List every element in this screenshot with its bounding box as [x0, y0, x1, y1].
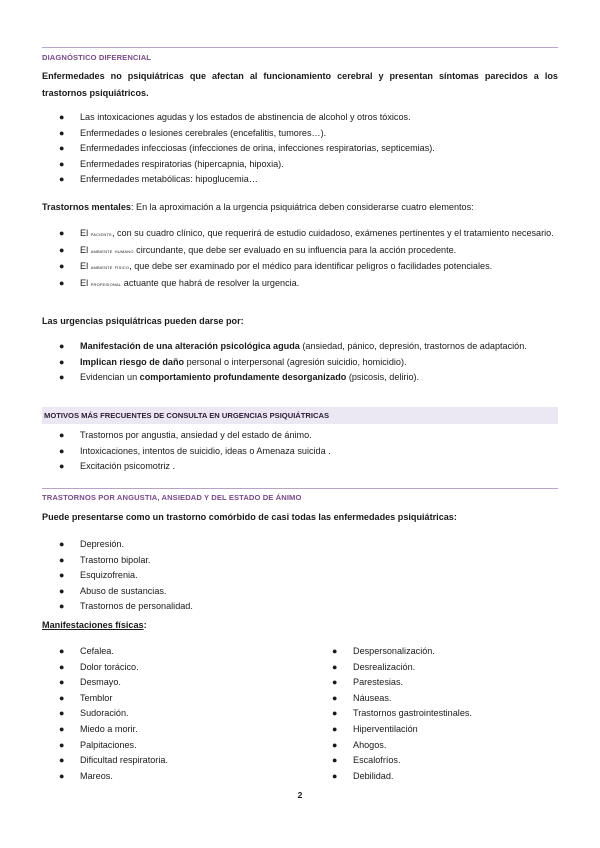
bullet-icon: ● — [59, 570, 65, 581]
list-item — [42, 428, 558, 444]
list-item — [315, 691, 558, 707]
list-item-term: ambiente físico — [90, 264, 130, 272]
list-item — [42, 753, 292, 769]
bullet-icon: ● — [59, 127, 65, 138]
list-item-pre: El — [80, 244, 91, 255]
list-item — [42, 568, 558, 584]
list-item-strong: comportamiento profundamente desorganizado — [139, 372, 347, 383]
list-item — [315, 769, 558, 785]
list-urgencias — [42, 339, 558, 386]
list-item-text: Excitación psicomotriz . — [80, 461, 176, 472]
list-item — [42, 141, 558, 157]
list-item-text: Depresión. — [80, 539, 124, 549]
list-item-text: Parestesias. — [353, 677, 404, 688]
list-item-post: , que debe ser examinado por el médico para identificar peligros o facilidades potenciales. — [129, 261, 493, 272]
bullet-icon: ● — [332, 708, 338, 719]
bullet-icon: ● — [59, 739, 65, 750]
bullet-icon: ● — [332, 677, 338, 688]
list-item-pre: El — [80, 277, 91, 288]
bullet-icon: ● — [59, 445, 65, 456]
list-item-text: Miedo a morir. — [80, 723, 138, 734]
list-item-text: Temblor — [80, 692, 113, 703]
bullet-icon: ● — [59, 261, 65, 272]
list-item-text: Escalofríos. — [353, 755, 401, 766]
bullet-icon: ● — [59, 755, 65, 766]
list-item — [42, 769, 292, 785]
list-item — [42, 584, 558, 600]
list-item-text: Esquizofrenia. — [80, 570, 138, 581]
bullet-icon: ● — [332, 739, 338, 750]
label-trastornos-mentales: Trastornos mentales — [42, 202, 131, 212]
list-item-text: Mareos. — [80, 770, 113, 781]
list-item-pre: El — [80, 228, 91, 238]
list-item-text: Trastornos por angustia, ansiedad y del estado de ánimo. — [80, 430, 312, 440]
bullet-icon: ● — [332, 755, 338, 766]
list-item-text: Debilidad. — [353, 770, 394, 781]
list-item-post: personal o interpersonal (agresión suicidio, homicidio). — [184, 356, 407, 367]
bullet-icon: ● — [59, 539, 65, 549]
section-title-motivos: MOTIVOS MÁS FRECUENTES DE CONSULTA EN URGENCIAS PSIQUIÁTRICAS — [44, 411, 330, 420]
bullet-icon: ● — [59, 174, 65, 185]
list-item-post: (ansiedad, pánico, depresión, trastornos de adaptación. — [299, 341, 527, 351]
list-item — [42, 444, 558, 460]
list-item — [42, 172, 558, 188]
list-item-post: (psicosis, delirio). — [346, 372, 420, 383]
list-item — [42, 355, 558, 371]
section-intro-trastornos: Puede presentarse como un trastorno comórbido de casi todas las enfermedades psiquiátricas: — [42, 512, 457, 522]
list-item-text: Dificultad respiratoria. — [80, 755, 168, 766]
bullet-icon: ● — [332, 723, 338, 734]
list-elementos — [42, 226, 558, 292]
label-manifestaciones-text: Manifestaciones físicas — [42, 620, 144, 630]
list-item-text: Náuseas. — [353, 692, 392, 703]
bullet-icon: ● — [59, 723, 65, 734]
list-item-term: paciente — [90, 231, 112, 238]
section-title-diagnostico: DIAGNÓSTICO DIFERENCIAL — [42, 53, 152, 62]
list-item — [315, 722, 558, 738]
list-item-text: Trastornos gastrointestinales. — [353, 708, 472, 719]
page-number: 2 — [297, 790, 303, 800]
list-diagnostico — [42, 110, 558, 188]
list-item-text: Despersonalización. — [353, 646, 435, 656]
list-item-text: Enfermedades infecciosas (infecciones de orina, infecciones respiratorias, septicemias). — [80, 143, 435, 154]
list-motivos — [42, 428, 558, 475]
bullet-icon: ● — [59, 158, 65, 169]
bullet-icon: ● — [332, 661, 338, 672]
list-item-text: Hiperventilación — [353, 723, 418, 734]
list-item-text: Ahogos. — [353, 739, 387, 750]
list-item — [42, 706, 292, 722]
list-item-text: Trastorno bipolar. — [80, 554, 151, 565]
list-item — [315, 644, 558, 660]
list-item — [42, 599, 558, 615]
list-item-text: Enfermedades respiratorias (hipercapnia, hipoxia). — [80, 158, 284, 169]
bullet-icon: ● — [59, 770, 65, 781]
section-divider-trastornos — [42, 488, 558, 489]
list-item-text: Intoxicaciones, intentos de suicidio, ideas o Amenaza suicida . — [80, 445, 331, 456]
bullet-icon: ● — [332, 646, 338, 656]
list-item — [315, 738, 558, 754]
list-item — [315, 706, 558, 722]
label-urgencias: Las urgencias psiquiátricas pueden darse por: — [42, 316, 244, 326]
list-manifestaciones-left — [42, 644, 292, 784]
list-item — [42, 459, 558, 475]
bullet-icon: ● — [59, 372, 65, 383]
bullet-icon: ● — [59, 554, 65, 565]
bullet-icon: ● — [59, 244, 65, 255]
list-item — [42, 691, 292, 707]
bullet-icon: ● — [59, 341, 65, 351]
list-item-strong: Implican riesgo de daño — [80, 356, 185, 367]
label-manifestaciones — [42, 617, 558, 633]
list-item-text: Trastornos de personalidad. — [80, 601, 193, 612]
list-item-term: profesional — [90, 280, 122, 288]
bullet-icon: ● — [332, 692, 338, 703]
bullet-icon: ● — [59, 143, 65, 154]
list-item — [315, 660, 558, 676]
bullet-icon: ● — [59, 112, 65, 122]
list-item-term: ambiente humano — [90, 247, 134, 255]
list-item-text: Desrealización. — [353, 661, 416, 672]
list-item — [42, 660, 292, 676]
list-item-text: Enfermedades metabólicas: hipoglucemia… — [80, 174, 258, 185]
bullet-icon: ● — [59, 692, 65, 703]
section-divider-top — [42, 47, 558, 48]
bullet-icon: ● — [59, 228, 65, 238]
bullet-icon: ● — [59, 601, 65, 612]
list-item-pre: El — [80, 261, 91, 272]
list-item — [42, 722, 292, 738]
list-item — [42, 339, 558, 355]
list-item-text: Abuso de sustancias. — [80, 585, 167, 596]
list-item-post: circundante, que debe ser evaluado en su influencia para la acción procedente. — [133, 244, 457, 255]
bullet-icon: ● — [59, 646, 65, 656]
bullet-icon: ● — [59, 661, 65, 672]
bullet-icon: ● — [59, 708, 65, 719]
list-item — [42, 738, 292, 754]
list-item — [315, 753, 558, 769]
list-item-post: actuante que habrá de resolver la urgencia. — [121, 277, 300, 288]
list-item — [42, 276, 558, 293]
list-item — [42, 370, 558, 386]
bullet-icon: ● — [59, 277, 65, 288]
list-item — [42, 644, 292, 660]
list-item-text: Las intoxicaciones agudas y los estados de abstinencia de alcohol y otros tóxicos. — [80, 112, 411, 122]
list-item-text: Enfermedades o lesiones cerebrales (encefalitis, tumores…). — [80, 127, 327, 138]
list-manifestaciones-right — [315, 644, 558, 784]
list-comorbidos — [42, 537, 558, 615]
list-item-text: Desmayo. — [80, 677, 121, 688]
label-manifestaciones-colon: : — [143, 620, 147, 630]
list-item — [42, 110, 558, 126]
list-item — [42, 259, 558, 276]
bullet-icon: ● — [59, 430, 65, 440]
list-item — [42, 675, 292, 691]
list-item — [42, 553, 558, 569]
list-item — [42, 243, 558, 260]
list-item-post: , con su cuadro clínico, que requerirá de estudio cuidadoso, exámenes pertinentes y el tratamiento necesario. — [111, 228, 554, 238]
section-intro-diagnostico: Enfermedades no psiquiátricas que afectan al funcionamiento cerebral y presentan síntomas parecidos a los trastornos psiquiátricos. — [42, 71, 558, 98]
bullet-icon: ● — [332, 770, 338, 781]
list-item-text: Palpitaciones. — [80, 739, 137, 750]
list-item — [315, 675, 558, 691]
paragraph-trastornos-mentales — [42, 199, 558, 215]
list-item-strong: Manifestación de una alteración psicológica aguda — [80, 341, 300, 351]
list-item — [42, 537, 558, 553]
bullet-icon: ● — [59, 585, 65, 596]
section-title-trastornos: TRASTORNOS POR ANGUSTIA, ANSIEDAD Y DEL ESTADO DE ÁNIMO — [42, 493, 302, 502]
bullet-icon: ● — [59, 461, 65, 472]
bullet-icon: ● — [59, 356, 65, 367]
list-item — [42, 126, 558, 142]
text-trastornos-mentales: : En la aproximación a la urgencia psiquiátrica deben considerarse cuatro elementos: — [130, 202, 474, 212]
list-item-pre: Evidencian un — [80, 372, 140, 383]
bullet-icon: ● — [59, 677, 65, 688]
list-item-text: Sudoración. — [80, 708, 129, 719]
list-item — [42, 226, 558, 243]
list-item-text: Cefalea. — [80, 646, 114, 656]
list-item-text: Dolor torácico. — [80, 661, 139, 672]
list-item — [42, 157, 558, 173]
